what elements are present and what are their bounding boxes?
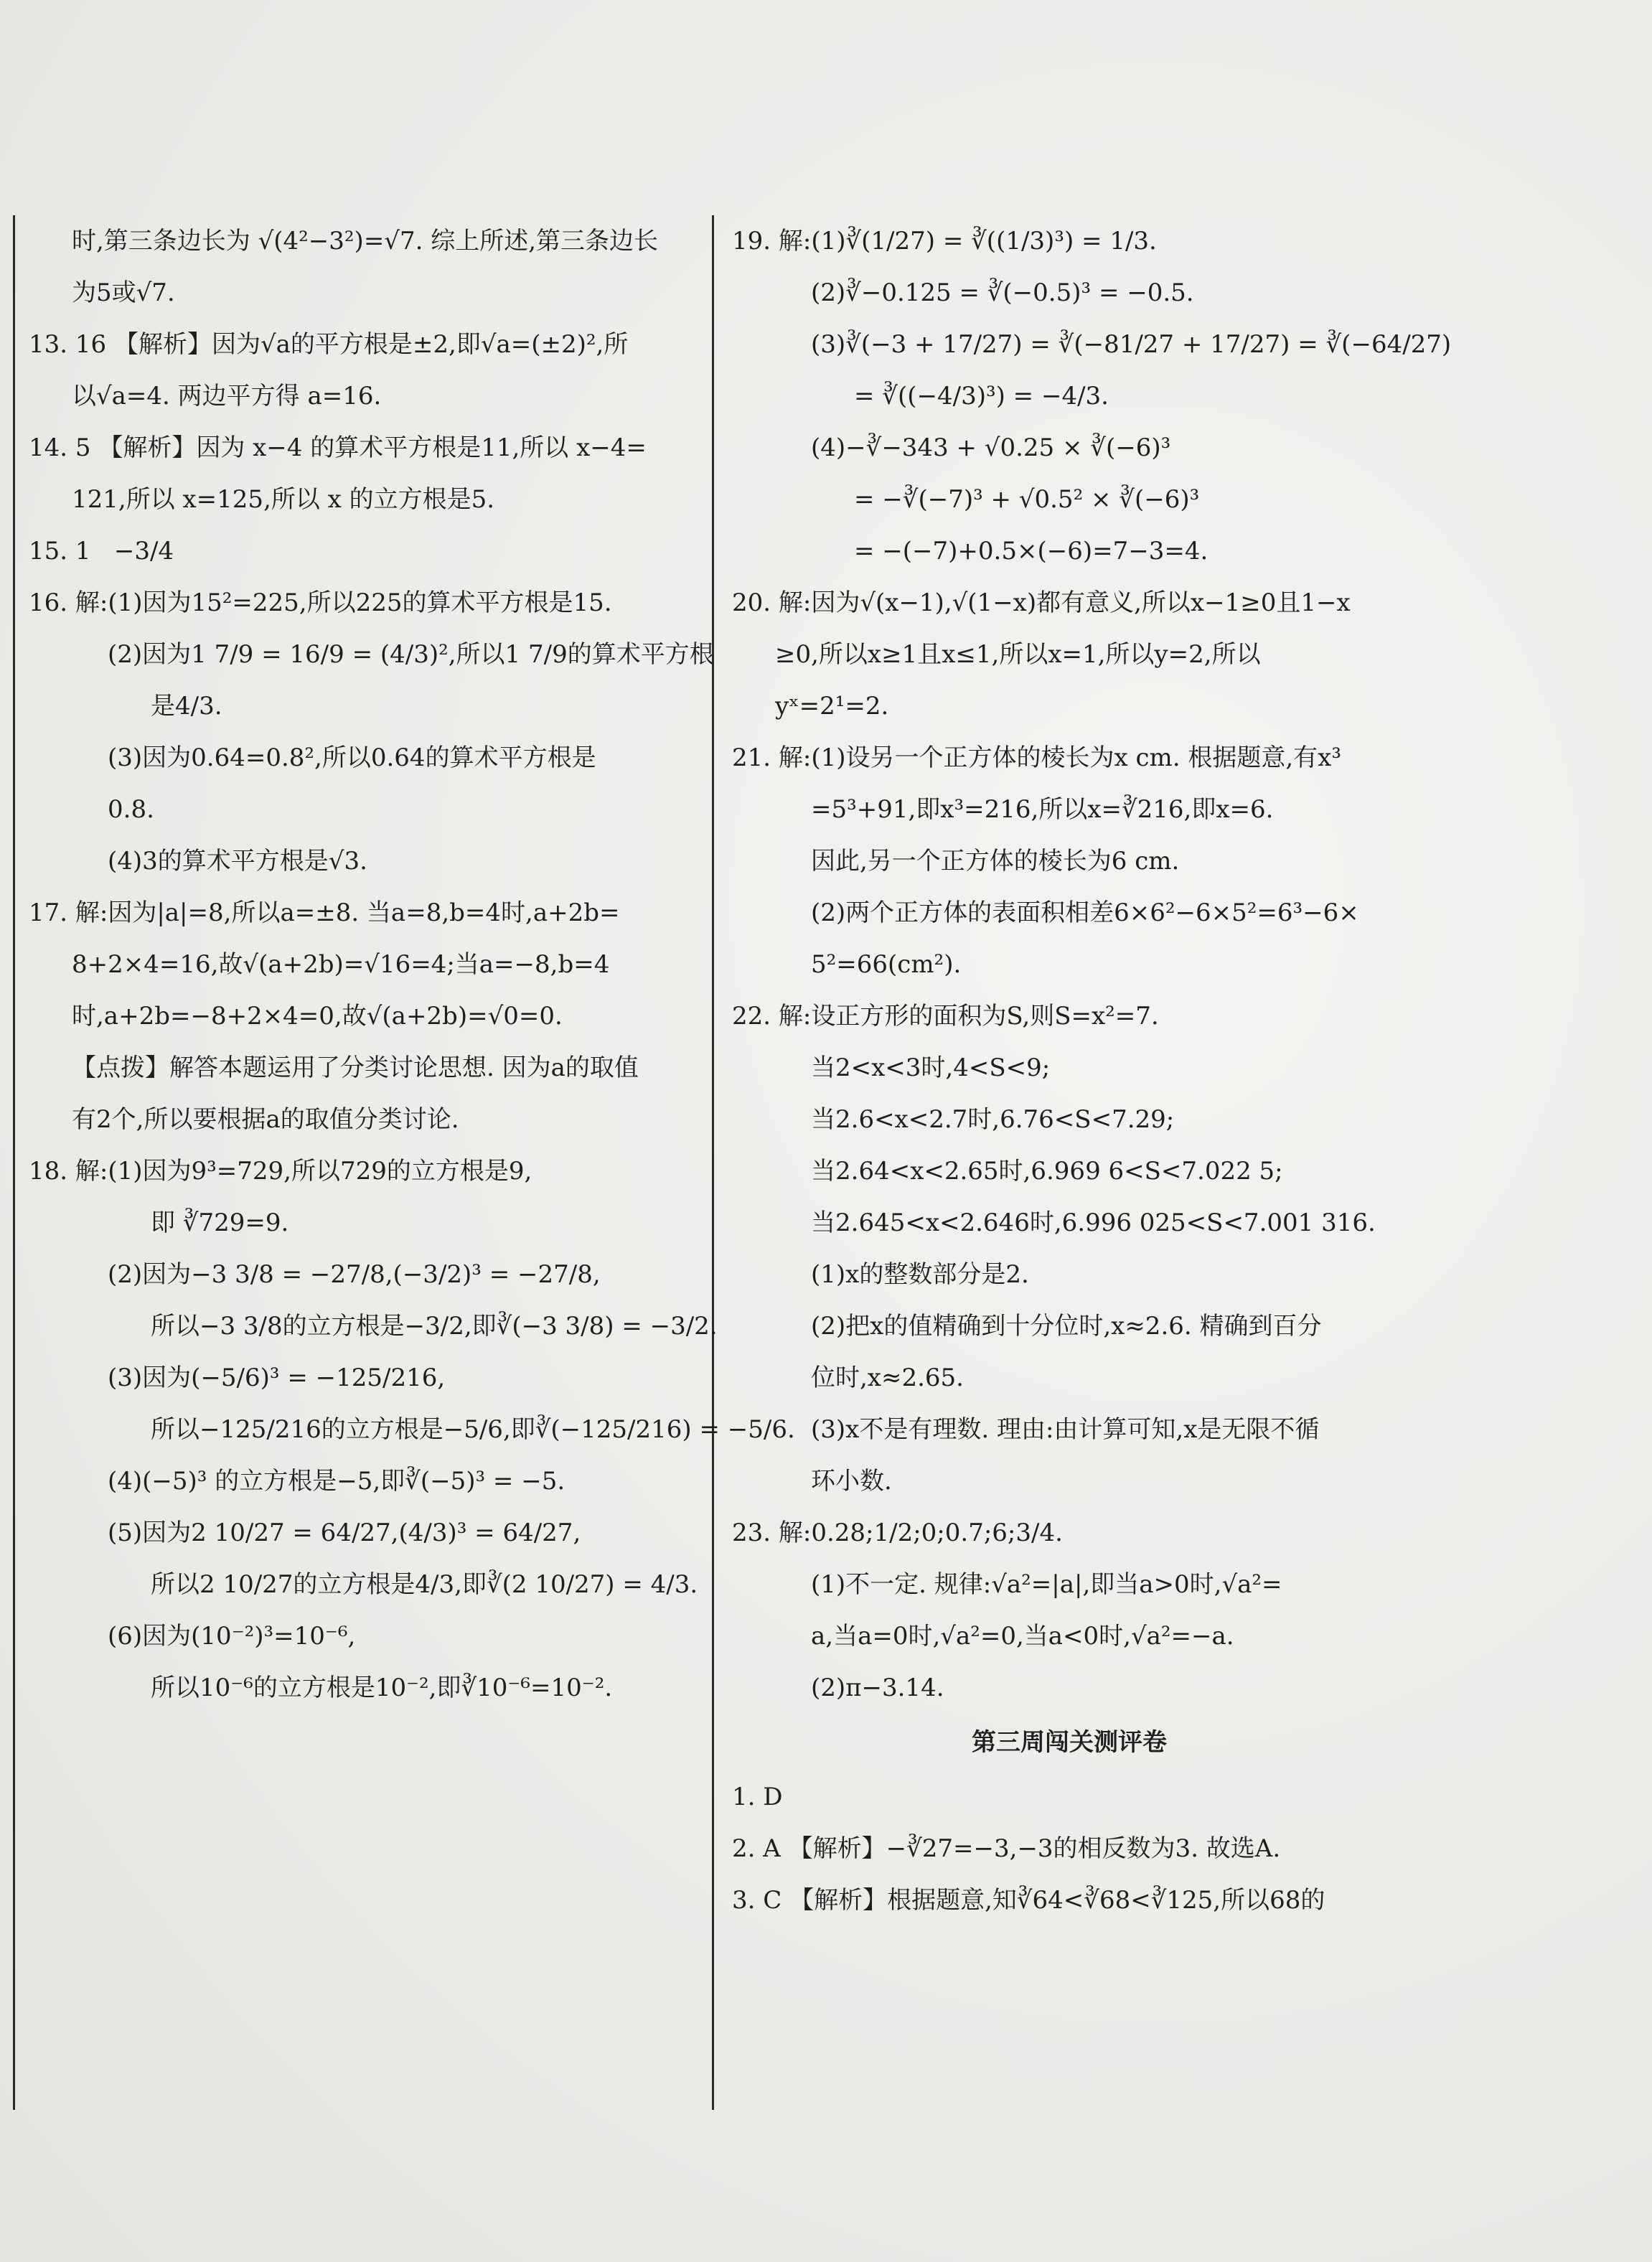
answer-line: 2. A 【解析】−∛27=−3,−3的相反数为3. 故选A. bbox=[732, 1834, 1281, 1863]
answer-line: 【点拨】解答本题运用了分类讨论思想. 因为a的取值 bbox=[72, 1053, 639, 1082]
answer-line: 环小数. bbox=[811, 1467, 892, 1496]
answer-line: 18. 解:(1)因为9³=729,所以729的立方根是9, bbox=[29, 1157, 532, 1186]
answer-line: (2)把x的值精确到十分位时,x≈2.6. 精确到百分 bbox=[811, 1312, 1322, 1341]
answer-line: 所以−3 3/8的立方根是−3/2,即∛(−3 3/8) = −3/2. bbox=[151, 1312, 718, 1341]
answer-line: 17. 解:因为|a|=8,所以a=±8. 当a=8,b=4时,a+2b= bbox=[29, 898, 620, 927]
answer-line: 位时,x≈2.65. bbox=[811, 1364, 964, 1392]
answer-line: 时,a+2b=−8+2×4=0,故√(a+2b)=√0=0. bbox=[72, 1002, 563, 1031]
answer-line: 23. 解:0.28;1/2;0;0.7;6;3/4. bbox=[732, 1519, 1063, 1547]
answer-line: 当2.64<x<2.65时,6.969 6<S<7.022 5; bbox=[811, 1157, 1283, 1186]
answer-line: (2)因为−3 3/8 = −27/8,(−3/2)³ = −27/8, bbox=[108, 1260, 601, 1289]
left-column bbox=[29, 215, 795, 1714]
answer-line: 有2个,所以要根据a的取值分类讨论. bbox=[72, 1105, 459, 1134]
answer-line: 0.8. bbox=[108, 795, 154, 824]
answer-line: 20. 解:因为√(x−1),√(1−x)都有意义,所以x−1≥0且1−x bbox=[732, 588, 1351, 617]
answer-line: (2)∛−0.125 = ∛(−0.5)³ = −0.5. bbox=[811, 278, 1194, 307]
answer-line: (3)x不是有理数. 理由:由计算可知,x是无限不循 bbox=[811, 1415, 1320, 1444]
answer-line: = −∛(−7)³ + √0.5² × ∛(−6)³ bbox=[854, 485, 1200, 514]
answer-line: 8+2×4=16,故√(a+2b)=√16=4;当a=−8,b=4 bbox=[72, 950, 610, 979]
answer-line: (3)因为0.64=0.8²,所以0.64的算术平方根是 bbox=[108, 743, 596, 772]
answer-line: (1)x的整数部分是2. bbox=[811, 1260, 1029, 1289]
answer-line: ≥0,所以x≥1且x≤1,所以x=1,所以y=2,所以 bbox=[775, 640, 1261, 669]
answer-line: = −(−7)+0.5×(−6)=7−3=4. bbox=[854, 537, 1209, 566]
answer-line: 所以2 10/27的立方根是4/3,即∛(2 10/27) = 4/3. bbox=[151, 1570, 698, 1599]
right-column bbox=[732, 215, 1452, 1926]
answer-line: (3)因为(−5/6)³ = −125/216, bbox=[108, 1364, 446, 1392]
answer-line: 时,第三条边长为 √(4²−3²)=√7. 综上所述,第三条边长 bbox=[72, 227, 659, 255]
answer-line: (4)−∛−343 + √0.25 × ∛(−6)³ bbox=[811, 433, 1171, 462]
answer-line: (2)因为1 7/9 = 16/9 = (4/3)²,所以1 7/9的算术平方根 bbox=[108, 640, 714, 669]
answer-line: a,当a=0时,√a²=0,当a<0时,√a²=−a. bbox=[811, 1622, 1234, 1651]
answer-line: 5²=66(cm²). bbox=[811, 950, 962, 979]
answer-line: 当2.645<x<2.646时,6.996 025<S<7.001 316. bbox=[811, 1209, 1376, 1237]
section-title: 第三周闯关测评卷 bbox=[972, 1728, 1167, 1757]
answer-line: (2)π−3.14. bbox=[811, 1674, 944, 1702]
answer-line: 1. D bbox=[732, 1783, 783, 1811]
answer-line: 当2<x<3时,4<S<9; bbox=[811, 1053, 1051, 1082]
answer-line: 19. 解:(1)∛(1/27) = ∛((1/3)³) = 1/3. bbox=[732, 227, 1157, 255]
answer-line: 15. 1 −3/4 bbox=[29, 537, 174, 566]
answer-line: yˣ=2¹=2. bbox=[775, 692, 889, 721]
answer-line: 22. 解:设正方形的面积为S,则S=x²=7. bbox=[732, 1002, 1159, 1031]
answer-line: (6)因为(10⁻²)³=10⁻⁶, bbox=[108, 1622, 356, 1651]
answer-line: 当2.6<x<2.7时,6.76<S<7.29; bbox=[811, 1105, 1175, 1134]
answer-line: 因此,另一个正方体的棱长为6 cm. bbox=[811, 847, 1180, 876]
answer-line: 所以10⁻⁶的立方根是10⁻²,即∛10⁻⁶=10⁻². bbox=[151, 1674, 613, 1702]
column-divider bbox=[712, 215, 714, 2110]
answer-line: 14. 5 【解析】因为 x−4 的算术平方根是11,所以 x−4= bbox=[29, 433, 647, 462]
answer-line: 是4/3. bbox=[151, 692, 222, 721]
answer-line: (4)3的算术平方根是√3. bbox=[108, 847, 367, 876]
answer-line: 以√a=4. 两边平方得 a=16. bbox=[72, 382, 382, 410]
answer-line: 即 ∛729=9. bbox=[151, 1209, 289, 1237]
answer-line: (2)两个正方体的表面积相差6×6²−6×5²=6³−6× bbox=[811, 898, 1359, 927]
answer-line: (3)∛(−3 + 17/27) = ∛(−81/27 + 17/27) = ∛(−64/27) bbox=[811, 330, 1452, 359]
answer-line: 21. 解:(1)设另一个正方体的棱长为x cm. 根据题意,有x³ bbox=[732, 743, 1341, 772]
answer-line: (5)因为2 10/27 = 64/27,(4/3)³ = 64/27, bbox=[108, 1519, 581, 1547]
answer-line: 121,所以 x=125,所以 x 的立方根是5. bbox=[72, 485, 495, 514]
answer-line: (1)不一定. 规律:√a²=|a|,即当a>0时,√a²= bbox=[811, 1570, 1282, 1599]
answer-line: =5³+91,即x³=216,所以x=∛216,即x=6. bbox=[811, 795, 1274, 824]
answer-line: 所以−125/216的立方根是−5/6,即∛(−125/216) = −5/6. bbox=[151, 1415, 795, 1444]
left-margin-rule bbox=[13, 215, 15, 2110]
answer-line: 为5或√7. bbox=[72, 278, 175, 307]
answer-line: 16. 解:(1)因为15²=225,所以225的算术平方根是15. bbox=[29, 588, 612, 617]
answer-line: (4)(−5)³ 的立方根是−5,即∛(−5)³ = −5. bbox=[108, 1467, 565, 1496]
answer-line: = ∛((−4/3)³) = −4/3. bbox=[854, 382, 1109, 410]
answer-line: 13. 16 【解析】因为√a的平方根是±2,即√a=(±2)²,所 bbox=[29, 330, 629, 359]
answer-line: 3. C 【解析】根据题意,知∛64<∛68<∛125,所以68的 bbox=[732, 1886, 1325, 1915]
